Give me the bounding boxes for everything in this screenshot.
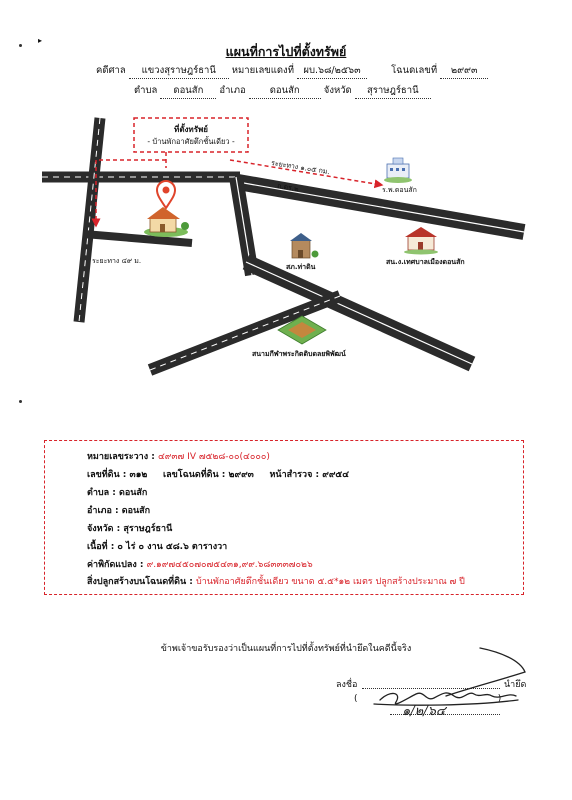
info-district: อำเภอ : ดอนสัก [87, 506, 151, 516]
property-house-icon [144, 207, 189, 237]
deed-value: ๒๙๙๓ [228, 470, 254, 480]
sheet-label: หมายเลขระวาง : [87, 452, 155, 462]
info-sheet-row [87, 449, 270, 463]
deed-no-label: โฉนดเลขที่ [391, 65, 438, 76]
court-value: แขวงสุราษฎร์ธานี [129, 63, 229, 79]
info-coord-row [87, 557, 313, 571]
building-label: สิ่งปลูกสร้างบนโฉนดที่ดิน : [87, 577, 193, 587]
coord-label: ค่าพิกัดแปลง : [87, 560, 144, 570]
municipal-label: สน.ง.เทศบาลเมืองดอนสัก [386, 258, 465, 266]
hospital-icon [384, 158, 412, 183]
certification-text: ข้าพเจ้าขอรับรองว่าเป็นแผนที่การไปที่ตั้งทรัพย์ที่นำยึดในคดีนี้จริง [160, 644, 412, 654]
info-lot-row [87, 467, 349, 481]
name-parentheses: ( ) [354, 694, 502, 704]
police-station-icon [290, 233, 319, 258]
location-pin-icon [157, 181, 175, 208]
coord-value: ๙.๑๙๗๔๕๐๗๐๗๕๔๓๑,๙๙.๖๘๓๓๓๗๐๒๖ [146, 560, 313, 570]
road-west-vertical [79, 118, 100, 322]
info-building-row [87, 574, 465, 588]
handwritten-date: ๑/๒/๖๔ [402, 704, 446, 719]
stadium-label: สนามกีฬาพระกิตติบดลยพิพัฒน์ [252, 350, 346, 358]
deed-label: เลขโฉนดที่ดิน : [163, 470, 226, 480]
province-value: สุราษฎร์ธานี [355, 83, 431, 99]
info-subdistrict: ตำบล : ดอนสัก [87, 488, 148, 498]
police-label: สภ.ท่าดิน [286, 263, 316, 271]
property-info-box [44, 440, 524, 595]
sheet-value: ๔๙๓๗ IV ๗๕๒๘-๐๐(๔๐๐๐) [157, 452, 270, 462]
info-area: เนื้อที่ : ๐ ไร่ ๐ งาน ๕๘.๖ ตารางวา [87, 542, 228, 552]
case-no-value: ผบ.๖๘/๒๕๖๓ [297, 63, 367, 79]
municipal-office-icon [404, 227, 438, 255]
building-value: บ้านพักอาศัยตึกชั้นเดียว ขนาด ๕.๕*๑๒ เมตร ปลูกสร้างประมาณ ๗ ปี [195, 577, 465, 587]
distance-left-label: ระยะทาง ๔๙ ม. [92, 257, 142, 265]
province-label: จังหวัด [323, 85, 352, 96]
scan-mark: ▸ [38, 36, 43, 45]
info-province: จังหวัด : สุราษฎร์ธานี [87, 524, 173, 534]
court-label: คดีศาล [96, 65, 126, 76]
handwritten-signature [350, 640, 560, 730]
location-callout-title: ที่ตั้งทรัพย์ [174, 125, 208, 134]
location-callout-subtitle: - บ้านพักอาศัยตึกชั้นเดียว - [147, 137, 235, 146]
road-label: ถ.ดร.๒ [276, 181, 300, 194]
subdistrict-value: ดอนสัก [160, 83, 216, 99]
district-value: ดอนสัก [249, 83, 321, 99]
subdistrict-label: ตำบล [134, 85, 158, 96]
role-label: นำยึด [504, 680, 527, 690]
survey-label: หน้าสำรวจ : [269, 470, 320, 480]
distance-top-label: ระยะทาง ๑.๐๕ กม. [270, 158, 331, 177]
page-title: แผนที่การไปที่ตั้งทรัพย์ [225, 44, 347, 59]
lot-label: เลขที่ดิน : [87, 470, 127, 480]
sign-label: ลงชื่อ [336, 680, 358, 690]
deed-no-value: ๒๙๙๓ [440, 63, 488, 79]
survey-value: ๙๙๕๔ [322, 470, 350, 480]
lot-value: ๓๑๒ [129, 470, 148, 480]
district-label: อำเภอ [219, 85, 246, 96]
case-no-label: หมายเลขแดงที่ [231, 65, 294, 76]
hospital-label: ร.พ.ดอนสัก [382, 186, 417, 194]
